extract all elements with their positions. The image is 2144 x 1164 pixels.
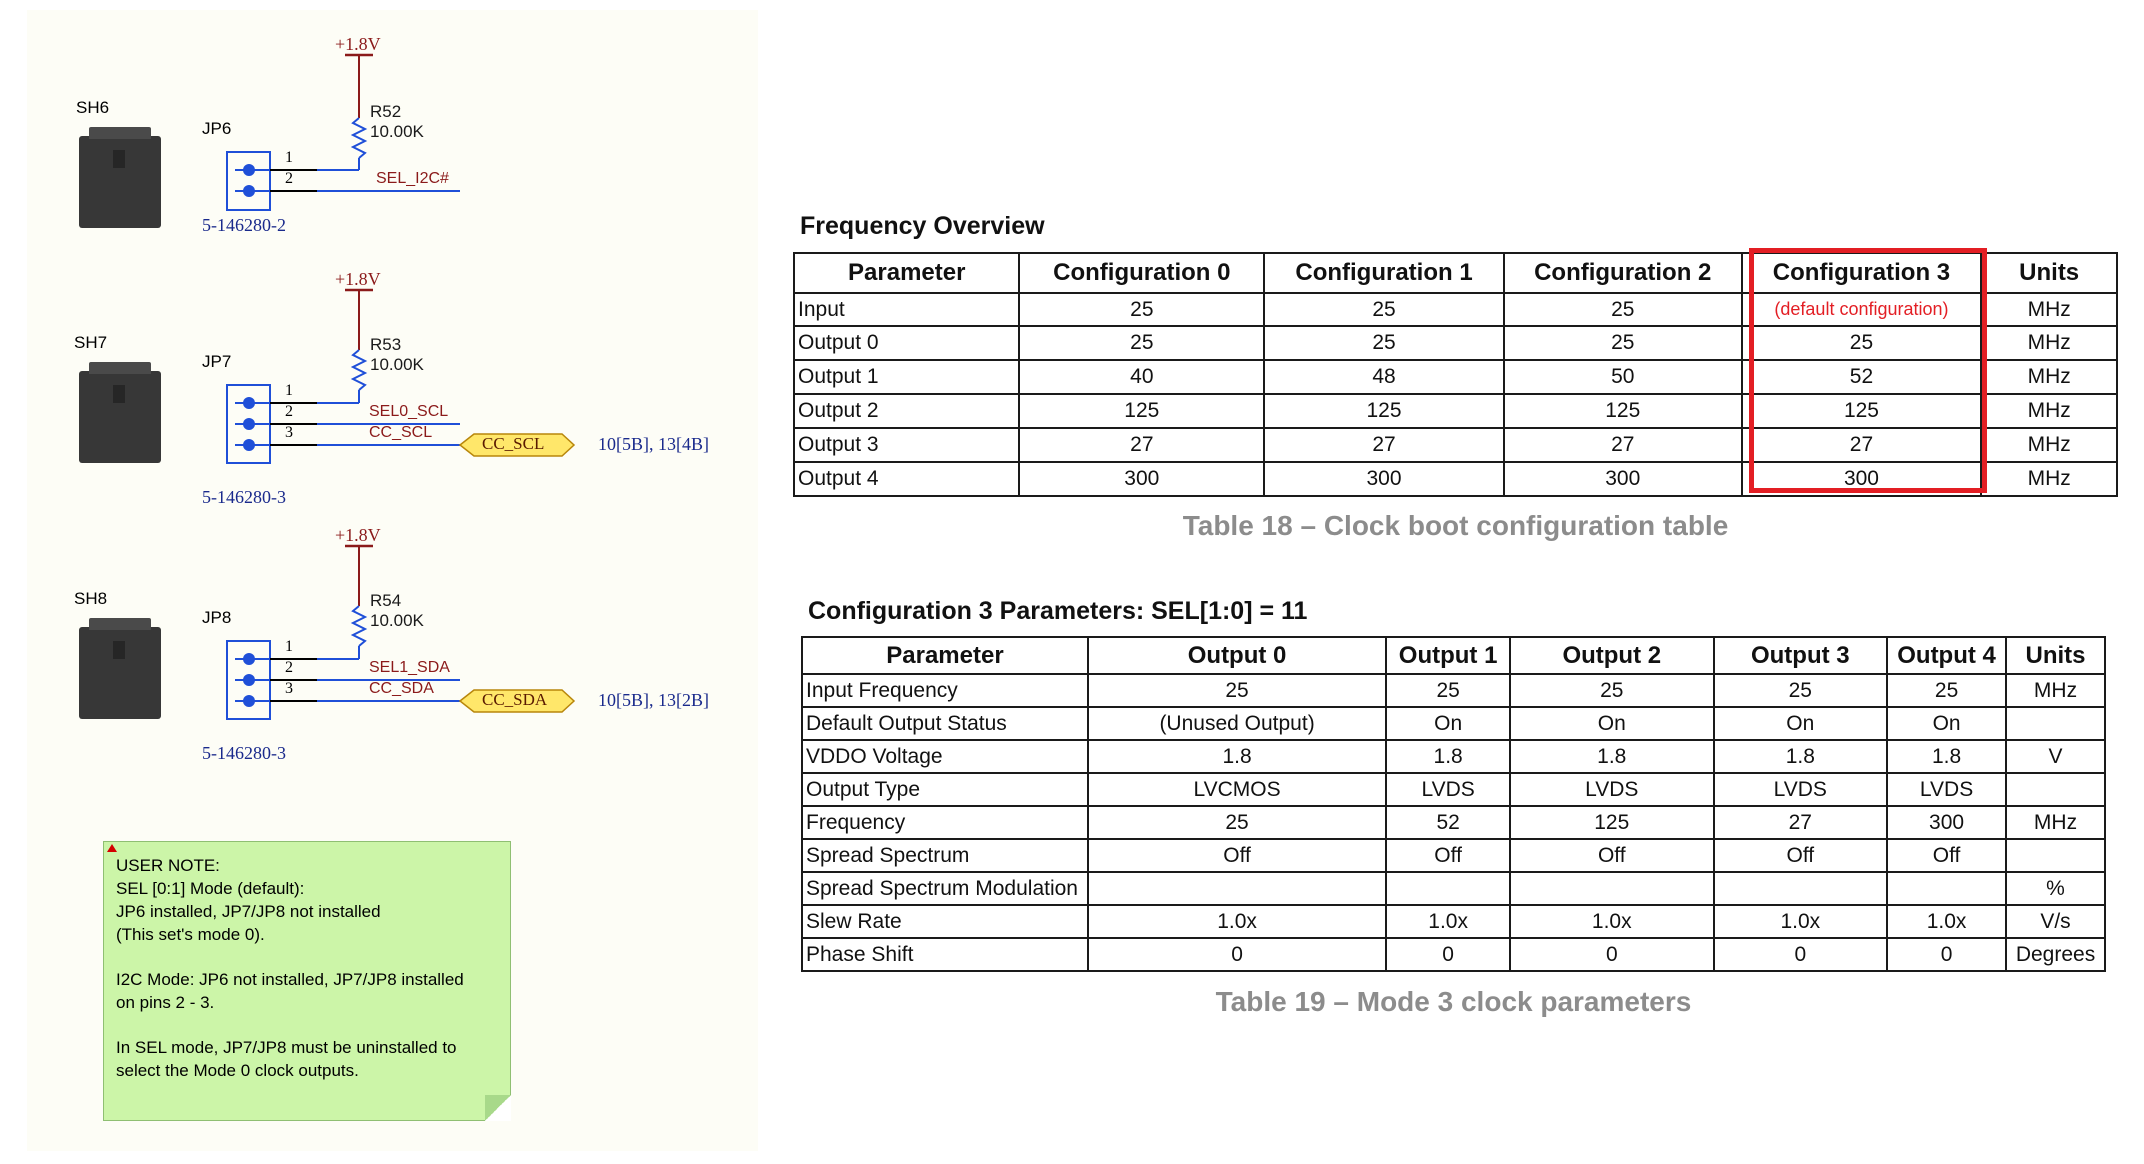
resistor-ref: R52 — [370, 102, 402, 121]
table-cell: MHz — [2006, 674, 2105, 707]
table-cell: Input Frequency — [802, 674, 1088, 707]
table-cell: V/s — [2006, 905, 2105, 938]
table-cell: 25 — [1510, 674, 1713, 707]
table-cell: 1.0x — [1887, 905, 2006, 938]
port-label: CC_SDA — [482, 690, 548, 709]
pin-number: 2 — [285, 403, 293, 420]
table-cell: 1.0x — [1386, 905, 1510, 938]
jumper-label: JP7 — [202, 352, 232, 371]
table-cell: 0 — [1887, 938, 2006, 971]
table-row — [802, 773, 2105, 806]
table-row — [802, 839, 2105, 872]
note-line: on pins 2 - 3. — [116, 993, 215, 1012]
table-cell: Frequency — [802, 806, 1088, 839]
pin-number: 1 — [285, 149, 293, 166]
table-cell: Off — [1088, 839, 1386, 872]
table-cell: LVDS — [1887, 773, 2006, 806]
table-cell: MHz — [1981, 462, 2117, 496]
table-cell: LVDS — [1510, 773, 1713, 806]
note-fold-corner — [485, 1095, 511, 1121]
pin-dot — [243, 439, 255, 451]
table-cell: Output 2 — [794, 394, 1019, 428]
table-cell: VDDO Voltage — [802, 740, 1088, 773]
net-label: SEL_I2C# — [376, 170, 449, 187]
note-line: select the Mode 0 clock outputs. — [116, 1061, 359, 1080]
table-cell: 25 — [1504, 293, 1742, 326]
table-cell — [1714, 872, 1888, 905]
pin-number: 1 — [285, 382, 293, 399]
resistor-r52 — [353, 118, 365, 158]
table-cell: 125 — [1742, 394, 1982, 428]
table-cell: 27 — [1742, 428, 1982, 462]
shunt-sh8-image — [79, 627, 161, 719]
table-cell — [1386, 872, 1510, 905]
table-row — [802, 872, 2105, 905]
table-cell: 300 — [1019, 462, 1264, 496]
table-cell: 25 — [1714, 674, 1888, 707]
table-row — [802, 740, 2105, 773]
table-cell: Spread Spectrum Modulation — [802, 872, 1088, 905]
column-header: Output 2 — [1510, 637, 1713, 674]
column-header: Configuration 0 — [1019, 253, 1264, 293]
schematic-panel — [27, 10, 758, 1151]
table-row — [802, 806, 2105, 839]
pin-dot — [243, 695, 255, 707]
table-cell: Output 4 — [794, 462, 1019, 496]
table-cell: Output Type — [802, 773, 1088, 806]
table-cell: On — [1510, 707, 1713, 740]
table-cell: Off — [1510, 839, 1713, 872]
table-cell: MHz — [2006, 806, 2105, 839]
net-label: CC_SDA — [369, 680, 434, 697]
table-cell: Degrees — [2006, 938, 2105, 971]
part-number: 5-146280-3 — [202, 487, 286, 507]
note-spacer — [116, 1014, 498, 1036]
table-cell — [1088, 872, 1386, 905]
table-cell: 0 — [1386, 938, 1510, 971]
table-cell: 1.0x — [1088, 905, 1386, 938]
table-cell: 25 — [1088, 806, 1386, 839]
configuration-3-highlight — [1749, 248, 1987, 493]
table-cell — [1887, 872, 2006, 905]
resistor-value: 10.00K — [370, 355, 424, 374]
table-cell: 0 — [1510, 938, 1713, 971]
table-cell: 27 — [1504, 428, 1742, 462]
table-cell: 1.8 — [1714, 740, 1888, 773]
part-number: 5-146280-3 — [202, 743, 286, 763]
table-cell: 125 — [1510, 806, 1713, 839]
config3-title: Configuration 3 Parameters: SEL[1:0] = 11 — [808, 597, 1308, 625]
table-cell: 25 — [1264, 293, 1504, 326]
column-header: Output 0 — [1088, 637, 1386, 674]
table-cell: Phase Shift — [802, 938, 1088, 971]
default-config-note: (default configuration) — [1742, 293, 1982, 326]
table-cell: LVDS — [1386, 773, 1510, 806]
note-line: USER NOTE: — [116, 856, 220, 875]
table-cell: Output 0 — [794, 326, 1019, 360]
table-cell: 125 — [1504, 394, 1742, 428]
resistor-ref: R54 — [370, 591, 402, 610]
note-line: I2C Mode: JP6 not installed, JP7/JP8 installed — [116, 970, 464, 989]
column-header: Units — [2006, 637, 2105, 674]
config3-parameters-table — [801, 636, 2106, 972]
table-cell: On — [1714, 707, 1888, 740]
table-cell: 300 — [1264, 462, 1504, 496]
column-header: Units — [1981, 253, 2117, 293]
table-cell: 125 — [1264, 394, 1504, 428]
table-row — [802, 707, 2105, 740]
table-cell: Default Output Status — [802, 707, 1088, 740]
table-cell: 300 — [1504, 462, 1742, 496]
table-cell — [2006, 707, 2105, 740]
resistor-value: 10.00K — [370, 122, 424, 141]
table-cell: 1.8 — [1887, 740, 2006, 773]
note-line: SEL [0:1] Mode (default): — [116, 879, 305, 898]
pin-dot — [243, 185, 255, 197]
table-cell: LVDS — [1714, 773, 1888, 806]
pin-number: 3 — [285, 424, 293, 441]
table-cell: 25 — [1088, 674, 1386, 707]
pin-number: 2 — [285, 659, 293, 676]
column-header: Parameter — [794, 253, 1019, 293]
part-number: 5-146280-2 — [202, 215, 286, 235]
port-reference: 10[5B], 13[2B] — [598, 690, 709, 710]
resistor-r53 — [353, 350, 365, 390]
pin-number: 3 — [285, 680, 293, 697]
column-header: Output 3 — [1714, 637, 1888, 674]
column-header: Parameter — [802, 637, 1088, 674]
shunt-label: SH8 — [74, 589, 108, 608]
shunt-label: SH6 — [76, 98, 110, 117]
port-label: CC_SCL — [482, 434, 545, 453]
table-cell: 52 — [1742, 360, 1982, 394]
resistor-ref: R53 — [370, 335, 402, 354]
table-cell: MHz — [1981, 293, 2117, 326]
table-cell: MHz — [1981, 360, 2117, 394]
power-label: +1.8V — [335, 34, 381, 54]
table-cell: 25 — [1742, 326, 1982, 360]
table-cell — [1510, 872, 1713, 905]
jumper-label: JP6 — [202, 119, 232, 138]
table-cell: 300 — [1887, 806, 2006, 839]
table-cell: Spread Spectrum — [802, 839, 1088, 872]
power-label: +1.8V — [335, 525, 381, 545]
shunt-sh7-image — [79, 371, 161, 463]
table-row — [802, 905, 2105, 938]
net-label: SEL1_SDA — [369, 659, 450, 676]
table-19-caption: Table 19 – Mode 3 clock parameters — [1215, 986, 1692, 1017]
table-cell: Output 1 — [794, 360, 1019, 394]
column-header: Output 1 — [1386, 637, 1510, 674]
table-cell: 27 — [1264, 428, 1504, 462]
table-cell: 1.0x — [1714, 905, 1888, 938]
pin-dot — [243, 653, 255, 665]
freq-overview-title: Frequency Overview — [800, 212, 1045, 240]
pin-dot — [243, 164, 255, 176]
column-header: Configuration 1 — [1264, 253, 1504, 293]
shunt-sh6-image — [79, 136, 161, 228]
table-cell: 25 — [1264, 326, 1504, 360]
table-cell: 25 — [1019, 326, 1264, 360]
resistor-r54 — [353, 606, 365, 646]
note-line: (This set's mode 0). — [116, 925, 265, 944]
pin-dot — [243, 418, 255, 430]
table-cell: 50 — [1504, 360, 1742, 394]
note-marker-icon — [107, 844, 117, 852]
table-cell — [2006, 839, 2105, 872]
table-cell: Output 3 — [794, 428, 1019, 462]
column-header: Configuration 2 — [1504, 253, 1742, 293]
table-cell: 0 — [1714, 938, 1888, 971]
table-cell: Off — [1887, 839, 2006, 872]
table-cell: 40 — [1019, 360, 1264, 394]
table-cell: On — [1887, 707, 2006, 740]
table-cell: % — [2006, 872, 2105, 905]
net-label: CC_SCL — [369, 424, 433, 441]
table-cell: Input — [794, 293, 1019, 326]
table-cell: 300 — [1742, 462, 1982, 496]
table-cell: Off — [1714, 839, 1888, 872]
table-cell: 25 — [1504, 326, 1742, 360]
table-cell: MHz — [1981, 428, 2117, 462]
column-header: Configuration 3 — [1742, 253, 1982, 293]
table-cell: 25 — [1887, 674, 2006, 707]
note-line: JP6 installed, JP7/JP8 not installed — [116, 902, 381, 921]
table-cell: 1.8 — [1386, 740, 1510, 773]
table-cell: MHz — [1981, 394, 2117, 428]
port-reference: 10[5B], 13[4B] — [598, 434, 709, 454]
user-note — [103, 841, 511, 1121]
shunt-label: SH7 — [74, 333, 108, 352]
table-cell: LVCMOS — [1088, 773, 1386, 806]
table-cell: On — [1386, 707, 1510, 740]
table-cell: 1.8 — [1510, 740, 1713, 773]
jumper-jp6-body — [227, 152, 270, 210]
note-spacer — [116, 946, 498, 968]
pin-number: 2 — [285, 170, 293, 187]
table-cell: 1.0x — [1510, 905, 1713, 938]
pin-dot — [243, 674, 255, 686]
table-cell: (Unused Output) — [1088, 707, 1386, 740]
column-header: Output 4 — [1887, 637, 2006, 674]
table-cell: MHz — [1981, 326, 2117, 360]
table-18-caption: Table 18 – Clock boot configuration table — [1182, 510, 1729, 541]
table-row — [802, 938, 2105, 971]
table-cell: 27 — [1714, 806, 1888, 839]
jumper-label: JP8 — [202, 608, 232, 627]
table-cell — [2006, 773, 2105, 806]
table-cell: 0 — [1088, 938, 1386, 971]
table-header-row — [802, 637, 2105, 674]
power-label: +1.8V — [335, 269, 381, 289]
table-cell: 52 — [1386, 806, 1510, 839]
table-cell: 27 — [1019, 428, 1264, 462]
table-cell: 48 — [1264, 360, 1504, 394]
table-cell: 125 — [1019, 394, 1264, 428]
table-cell: 25 — [1019, 293, 1264, 326]
pin-dot — [243, 397, 255, 409]
pin-number: 1 — [285, 638, 293, 655]
resistor-value: 10.00K — [370, 611, 424, 630]
table-cell: V — [2006, 740, 2105, 773]
table-cell: 25 — [1386, 674, 1510, 707]
net-label: SEL0_SCL — [369, 403, 449, 420]
table-cell: 1.8 — [1088, 740, 1386, 773]
note-line: In SEL mode, JP7/JP8 must be uninstalled to — [116, 1038, 457, 1057]
table-row — [802, 674, 2105, 707]
table-cell: Off — [1386, 839, 1510, 872]
table-cell: Slew Rate — [802, 905, 1088, 938]
